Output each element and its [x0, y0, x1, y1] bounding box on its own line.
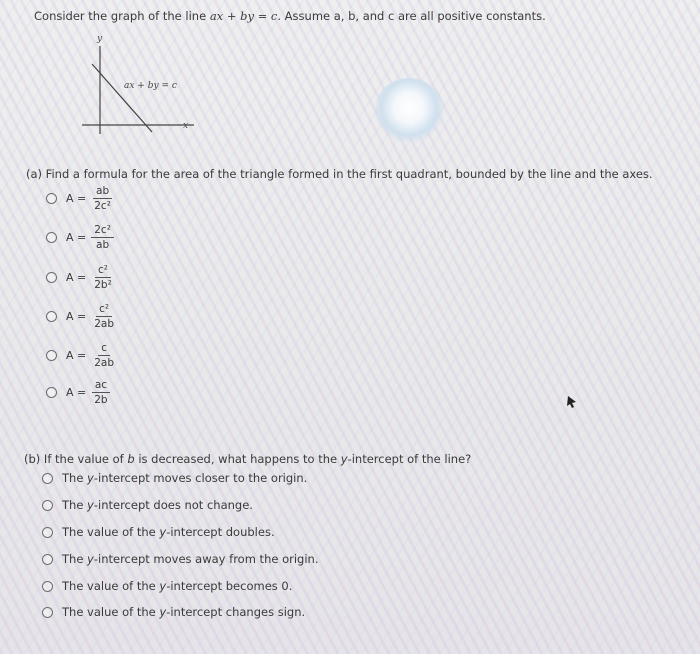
fraction-numerator: 2c² — [91, 224, 114, 238]
intro-prefix: Consider the graph of the line — [34, 9, 207, 23]
fraction-denominator: ab — [96, 238, 110, 251]
part-b-option-4[interactable] — [42, 552, 319, 566]
fraction-numerator: c² — [96, 303, 112, 317]
option-label — [62, 471, 307, 485]
part-b-option-3[interactable] — [42, 525, 275, 539]
area-lhs: A = — [66, 230, 87, 244]
part-a-option-5[interactable] — [46, 340, 117, 370]
part-b-question-var-b: b — [127, 452, 135, 466]
part-b-option-5[interactable] — [42, 579, 292, 593]
x-axis-label: x — [183, 121, 189, 131]
fraction-numerator: c — [98, 342, 110, 356]
radio-button[interactable] — [42, 473, 53, 484]
part-a-option-1[interactable] — [46, 183, 114, 213]
option-text-pre: The — [62, 471, 88, 485]
part-a-option-4[interactable] — [46, 301, 117, 331]
intro-equation: ax + by = c — [209, 9, 278, 23]
option-text-var: y — [87, 552, 94, 566]
light-glare — [374, 78, 444, 144]
part-b-question-mid: is decreased, what happens to the — [138, 452, 338, 466]
option-text-post: -intercept does not change. — [93, 498, 253, 512]
radio-button[interactable] — [42, 607, 53, 618]
line-label: ax + by = c — [124, 81, 177, 91]
fraction — [91, 303, 117, 330]
part-a-question: (a) Find a formula for the area of the triangle formed in the first quadrant, bounded by the line and the axes. — [26, 167, 653, 181]
area-lhs: A = — [66, 385, 87, 399]
part-a-option-6[interactable] — [46, 377, 111, 407]
mouse-cursor-icon — [566, 395, 578, 409]
radio-button[interactable] — [42, 581, 53, 592]
option-label — [62, 552, 319, 566]
option-text-pre: The value of the — [62, 605, 160, 619]
fraction-denominator: 2c² — [94, 199, 111, 212]
area-lhs: A = — [66, 191, 87, 205]
area-lhs: A = — [66, 309, 87, 323]
fraction — [91, 224, 114, 251]
option-label — [62, 525, 275, 539]
option-text-var: y — [87, 471, 94, 485]
option-text-var: y — [159, 525, 167, 539]
part-b-question-prefix: (b) If the value of — [24, 452, 124, 466]
intro-suffix: . Assume a, b, and c are all positive constants. — [277, 9, 546, 23]
intro-text — [34, 9, 546, 23]
option-text-pre: The value of the — [62, 525, 160, 539]
radio-button[interactable] — [46, 232, 57, 243]
fraction-numerator: c² — [95, 264, 111, 278]
option-text-post: -intercept doubles. — [166, 525, 275, 539]
radio-button[interactable] — [46, 272, 57, 283]
option-text-post: -intercept moves away from the origin. — [93, 552, 319, 566]
radio-button[interactable] — [46, 311, 57, 322]
part-a-option-2[interactable] — [46, 222, 114, 252]
option-text-post: -intercept moves closer to the origin. — [93, 471, 308, 485]
radio-button[interactable] — [42, 527, 53, 538]
option-text-var: y — [87, 498, 94, 512]
y-axis-label: y — [97, 34, 103, 44]
fraction-denominator: 2b — [94, 393, 108, 406]
fraction-numerator: ac — [92, 379, 110, 393]
line-graph — [70, 28, 200, 138]
area-lhs: A = — [66, 270, 87, 284]
part-b-option-6[interactable] — [42, 605, 305, 619]
part-b-question-suffix: -intercept of the line? — [347, 452, 472, 466]
part-b-question-var-y: y — [340, 452, 348, 466]
option-text-post: -intercept changes sign. — [166, 605, 306, 619]
option-text-pre: The value of the — [62, 579, 160, 593]
option-label — [62, 498, 253, 512]
option-text-pre: The — [62, 498, 88, 512]
radio-button[interactable] — [46, 387, 57, 398]
fraction-denominator: 2ab — [94, 356, 115, 369]
graph-line — [92, 64, 152, 132]
option-text-pre: The — [62, 552, 88, 566]
fraction-numerator: ab — [93, 185, 112, 199]
fraction — [91, 264, 115, 291]
option-text-var: y — [159, 579, 167, 593]
fraction-denominator: 2b² — [94, 278, 112, 291]
part-b-option-2[interactable] — [42, 498, 253, 512]
fraction — [91, 342, 117, 369]
option-label — [62, 579, 292, 593]
radio-button[interactable] — [42, 500, 53, 511]
radio-button[interactable] — [46, 350, 57, 361]
option-label — [62, 605, 305, 619]
part-b-option-1[interactable] — [42, 471, 307, 485]
option-text-post: -intercept becomes 0. — [166, 579, 293, 593]
fraction-denominator: 2ab — [94, 317, 115, 330]
part-a-option-3[interactable] — [46, 262, 115, 292]
area-lhs: A = — [66, 348, 87, 362]
option-text-var: y — [159, 605, 167, 619]
radio-button[interactable] — [46, 193, 57, 204]
fraction — [91, 185, 114, 212]
fraction — [91, 379, 110, 406]
part-b-question — [24, 452, 471, 466]
radio-button[interactable] — [42, 554, 53, 565]
